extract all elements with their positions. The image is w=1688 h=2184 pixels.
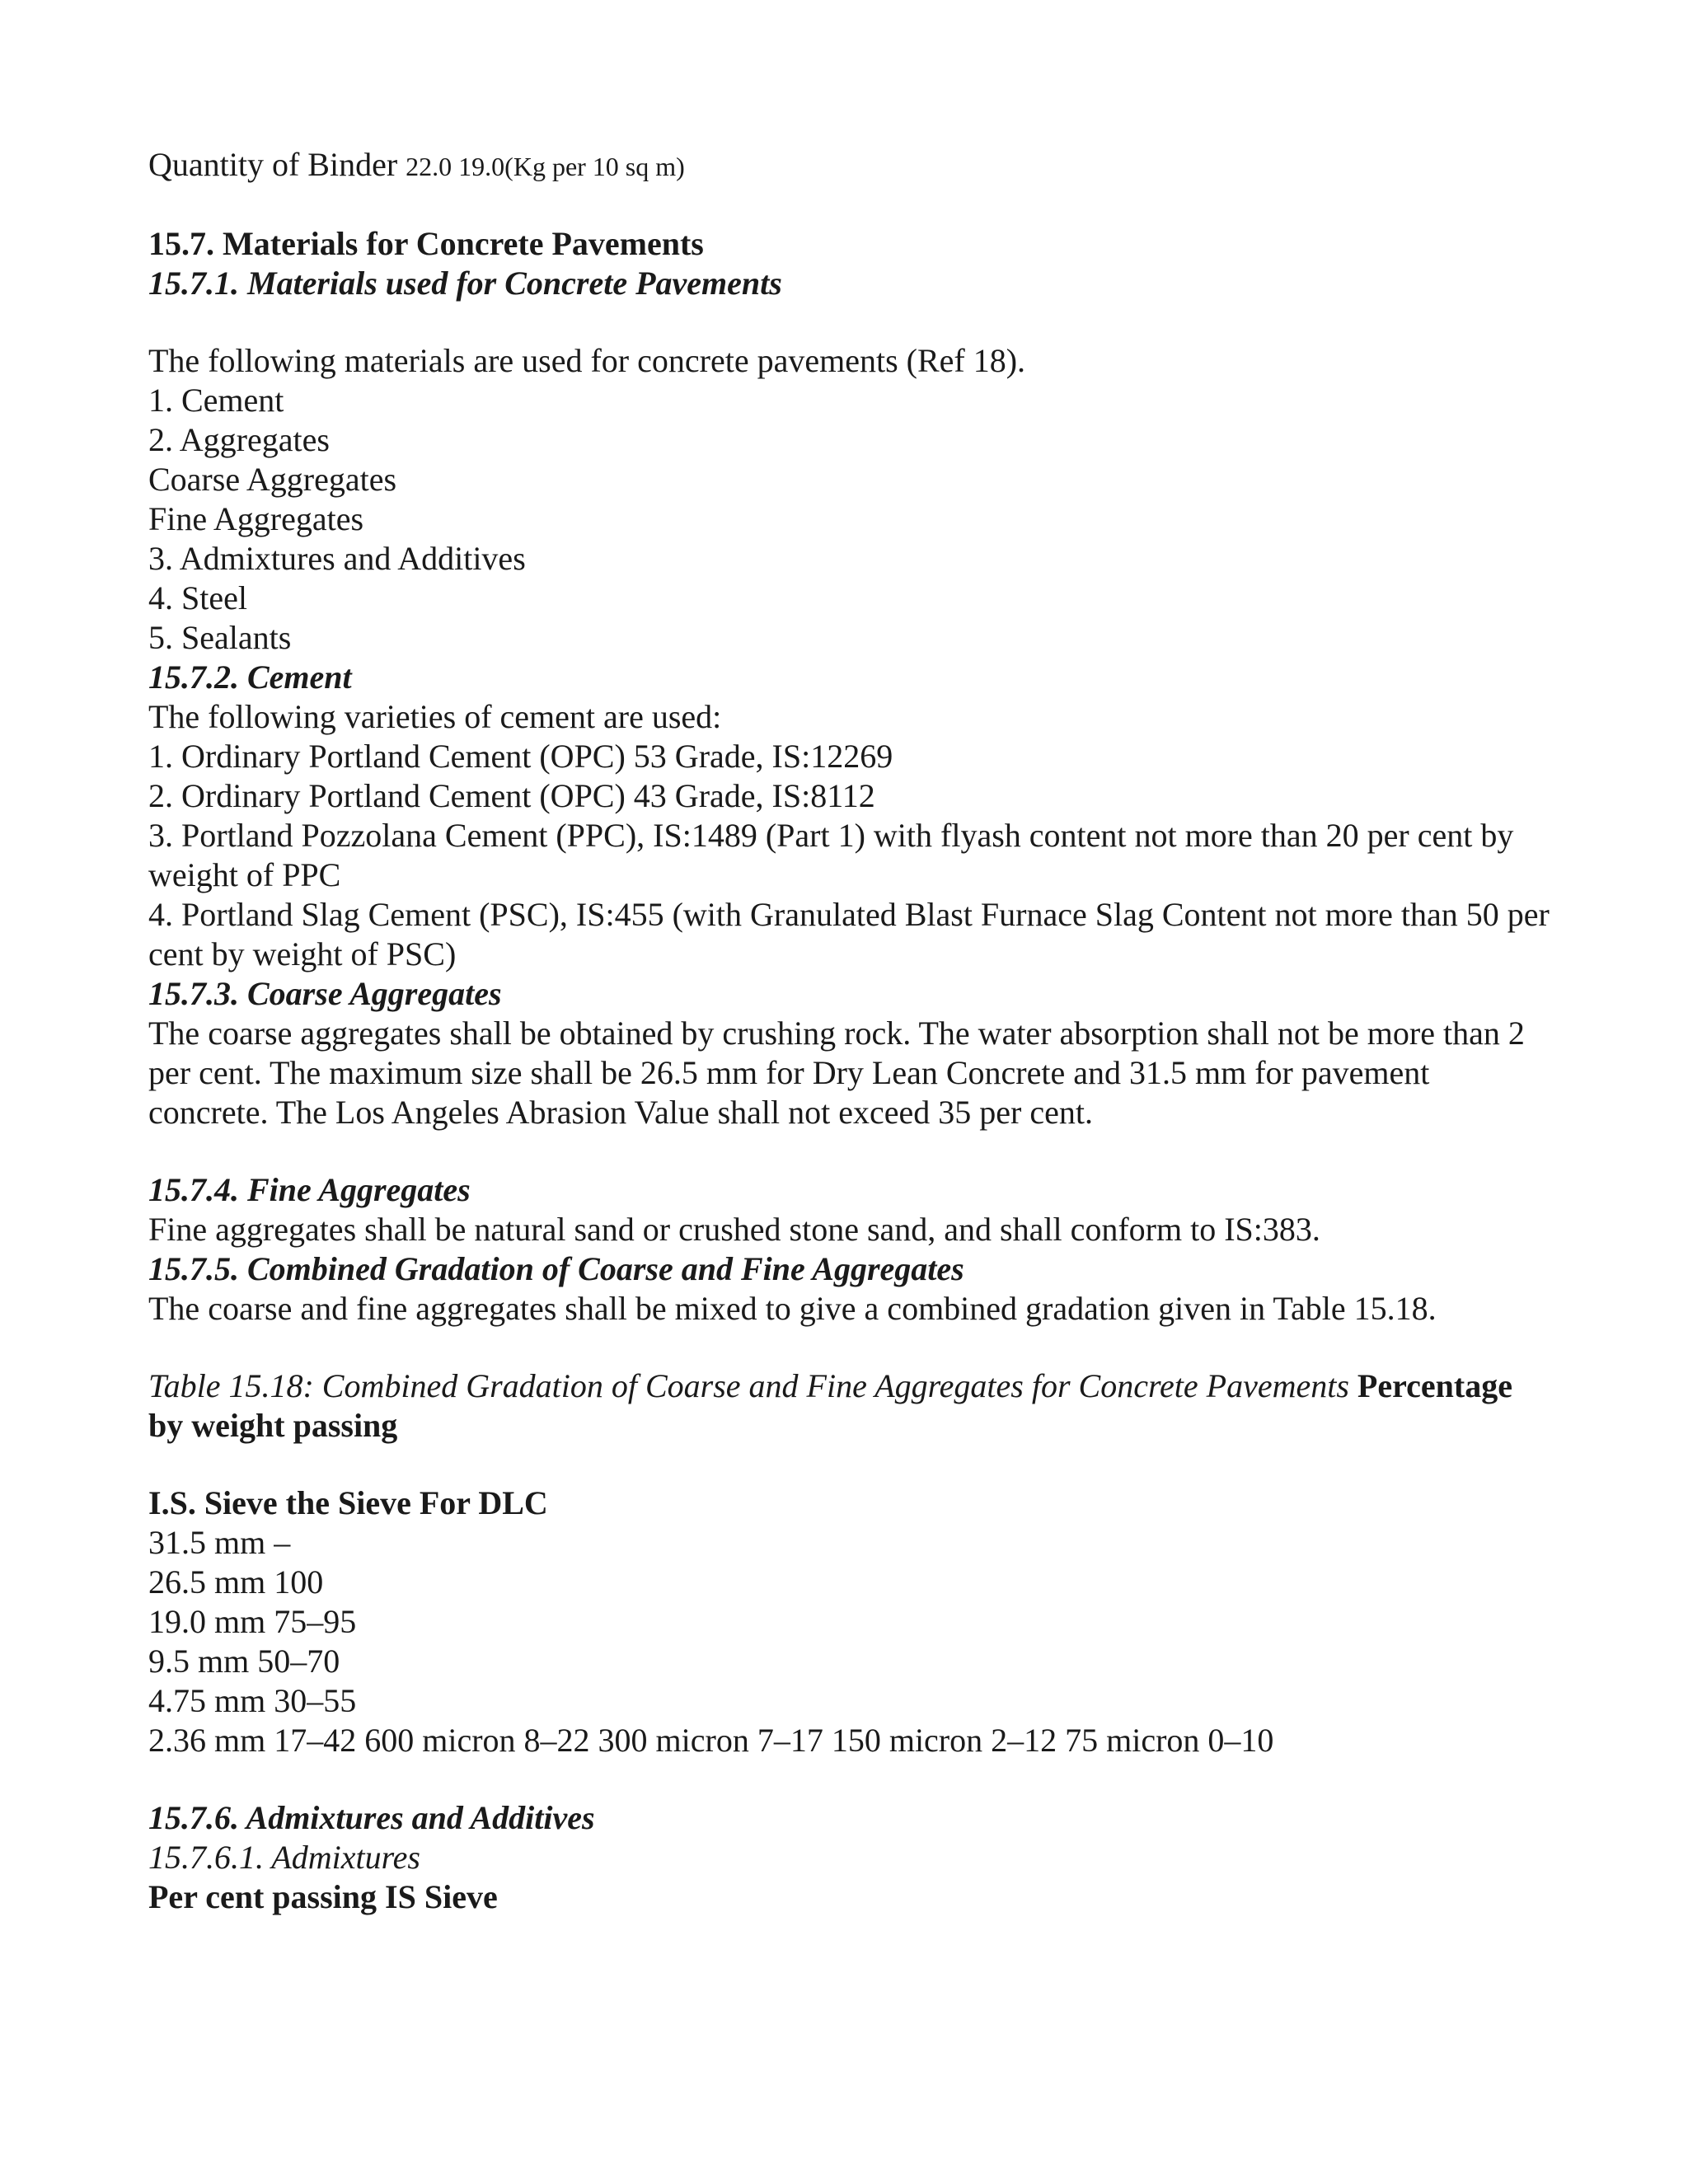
- table-caption-bold: Percentage by weight passing: [148, 1367, 1512, 1444]
- table-row: 19.0 mm 75–95: [148, 1603, 357, 1640]
- list-item: Fine Aggregates: [148, 500, 364, 537]
- table-row: 2.36 mm 17–42 600 micron 8–22 300 micron 7–17 150 micron 2–12 75 micron 0–10: [148, 1722, 1274, 1759]
- list-item: 1. Cement: [148, 382, 284, 419]
- section-heading-15-7-6-1: 15.7.6.1. Admixtures: [148, 1839, 420, 1876]
- materials-intro: The following materials are used for concrete pavements (Ref 18).: [148, 342, 1026, 379]
- section-heading-15-7-5: 15.7.5. Combined Gradation of Coarse and Fine Aggregates: [148, 1250, 964, 1287]
- list-item: 3. Portland Pozzolana Cement (PPC), IS:1489 (Part 1) with flyash content not more than 20 per cent by weight of PPC: [148, 817, 1514, 893]
- binder-values: 22.0 19.0(Kg per 10 sq m): [406, 152, 685, 181]
- table-row: 9.5 mm 50–70: [148, 1643, 340, 1680]
- section-heading-15-7-6: 15.7.6. Admixtures and Additives: [148, 1799, 595, 1836]
- table-row: 26.5 mm 100: [148, 1563, 324, 1601]
- list-item: 4. Portland Slag Cement (PSC), IS:455 (with Granulated Blast Furnace Slag Content not more than 50 per cent by weight of PSC): [148, 896, 1550, 972]
- fine-aggregates-body: Fine aggregates shall be natural sand or crushed stone sand, and shall conform to IS:383.: [148, 1211, 1320, 1248]
- section-heading-15-7-2: 15.7.2. Cement: [148, 658, 352, 696]
- combined-gradation-body: The coarse and fine aggregates shall be mixed to give a combined gradation given in Table 15.18.: [148, 1290, 1437, 1327]
- trailing-label: Per cent passing IS Sieve: [148, 1878, 498, 1915]
- table-header: I.S. Sieve the Sieve For DLC: [148, 1484, 548, 1521]
- document-page: [148, 145, 1550, 1917]
- list-item: 2. Aggregates: [148, 421, 330, 458]
- table-caption: [148, 1366, 1550, 1446]
- section-heading-15-7: 15.7. Materials for Concrete Pavements: [148, 225, 704, 262]
- section-heading-15-7-1: 15.7.1. Materials used for Concrete Pavements: [148, 265, 782, 302]
- list-item: 1. Ordinary Portland Cement (OPC) 53 Grade, IS:12269: [148, 738, 893, 775]
- binder-label: Quantity of Binder: [148, 146, 398, 183]
- list-item: 5. Sealants: [148, 619, 292, 656]
- binder-line: [148, 145, 1550, 186]
- section-heading-15-7-4: 15.7.4. Fine Aggregates: [148, 1171, 471, 1208]
- cement-intro: The following varieties of cement are used:: [148, 698, 722, 735]
- list-item: Coarse Aggregates: [148, 461, 397, 498]
- coarse-aggregates-body: The coarse aggregates shall be obtained by crushing rock. The water absorption shall not be more than 2 per cent. The maximum size shall be 26.5 mm for Dry Lean Concrete and 31.5 mm for pavement concrete. The Los Angeles Abrasion Value shall not exceed 35 per cent.: [148, 1015, 1525, 1131]
- section-heading-15-7-3: 15.7.3. Coarse Aggregates: [148, 975, 502, 1012]
- list-item: 2. Ordinary Portland Cement (OPC) 43 Grade, IS:8112: [148, 777, 875, 814]
- table-caption-title: Table 15.18: Combined Gradation of Coarse and Fine Aggregates for Concrete Pavements: [148, 1367, 1349, 1404]
- table-row: 4.75 mm 30–55: [148, 1682, 357, 1719]
- list-item: 3. Admixtures and Additives: [148, 540, 526, 577]
- table-row: 31.5 mm –: [148, 1524, 291, 1561]
- list-item: 4. Steel: [148, 579, 247, 616]
